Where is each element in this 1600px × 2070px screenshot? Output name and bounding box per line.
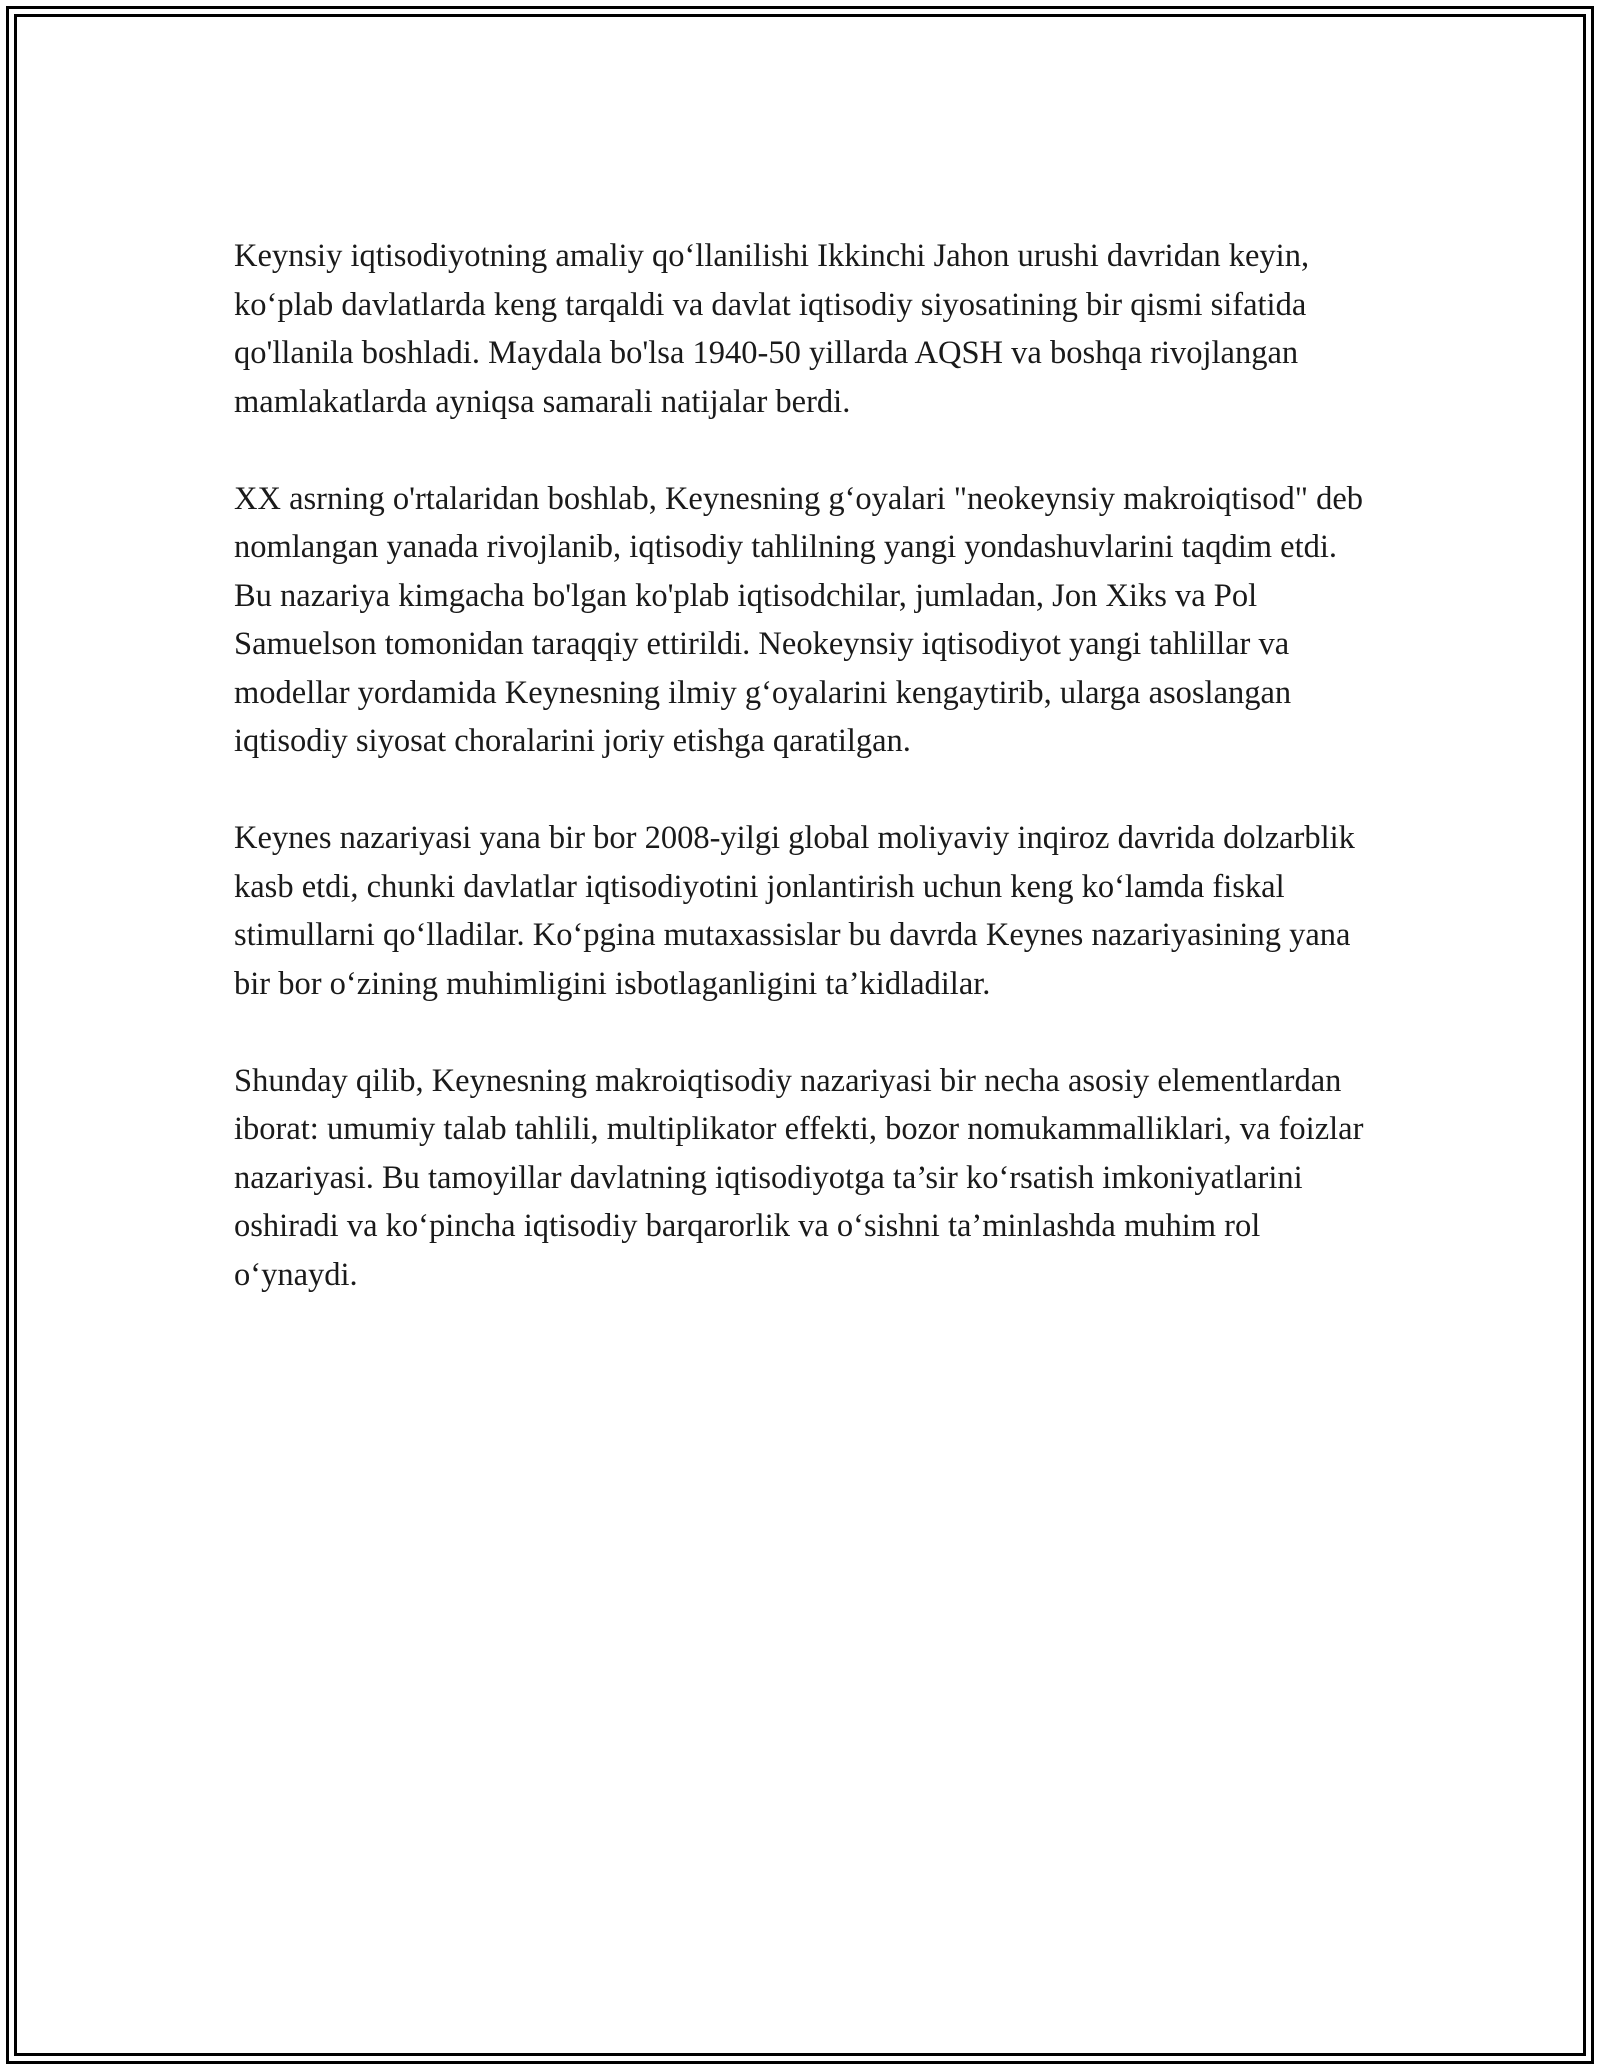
- paragraph-1: Keynsiy iqtisodiyotning amaliy qo‘llanilishi Ikkinchi Jahon urushi davridan keyin, ko‘plab davlatlarda keng tarqaldi va davlat iqtisodiy siyosatining bir qismi sifatida qo'llanila boshladi. Maydala bo'lsa 1940-50 yillarda AQSH va boshqa rivojlangan mamlakatlarda ayniqsa samarali natijalar berdi.: [234, 238, 1310, 420]
- paragraph-3: Keynes nazariyasi yana bir bor 2008-yilgi global moliyaviy inqiroz davrida dolzarblik kasb etdi, chunki davlatlar iqtisodiyotini jonlantirish uchun keng ko‘lamda fiskal stimullarni qo‘lladilar. Ko‘pgina mutaxassislar bu davrda Keynes nazariyasining yana bir bor o‘zining muhimligini isbotlaganligini ta’kidladilar.: [234, 820, 1355, 1002]
- paragraph-2: XX asrning o'rtalaridan boshlab, Keynesning g‘oyalari "neokeynsiy makroiqtisod" deb nomlangan yanada rivojlanib, iqtisodiy tahlilning yangi yondashuvlarini taqdim etdi. Bu nazariya kimgacha bo'lgan ko'plab iqtisodchilar, jumladan, Jon Xiks va Pol Samuelson tomonidan taraqqiy ettirildi. Neokeynsiy iqtisodiyot yangi tahlillar va modellar yordamida Keynesning ilmiy g‘oyalarini kengaytirib, ularga asoslangan iqtisodiy siyosat choralarini joriy etishga qaratilgan.: [234, 480, 1364, 759]
- document-body: [234, 232, 1374, 1348]
- paragraph-4: Shunday qilib, Keynesning makroiqtisodiy nazariyasi bir necha asosiy elementlardan iborat: umumiy talab tahlili, multiplikator effekti, bozor nomukammalliklari, va foizlar nazariyasi. Bu tamoyillar davlatning iqtisodiyotga ta’sir ko‘rsatish imkoniyatlarini oshiradi va ko‘pincha iqtisodiy barqarorlik va o‘sishni ta’minlashda muhim rol o‘ynaydi.: [234, 1062, 1364, 1293]
